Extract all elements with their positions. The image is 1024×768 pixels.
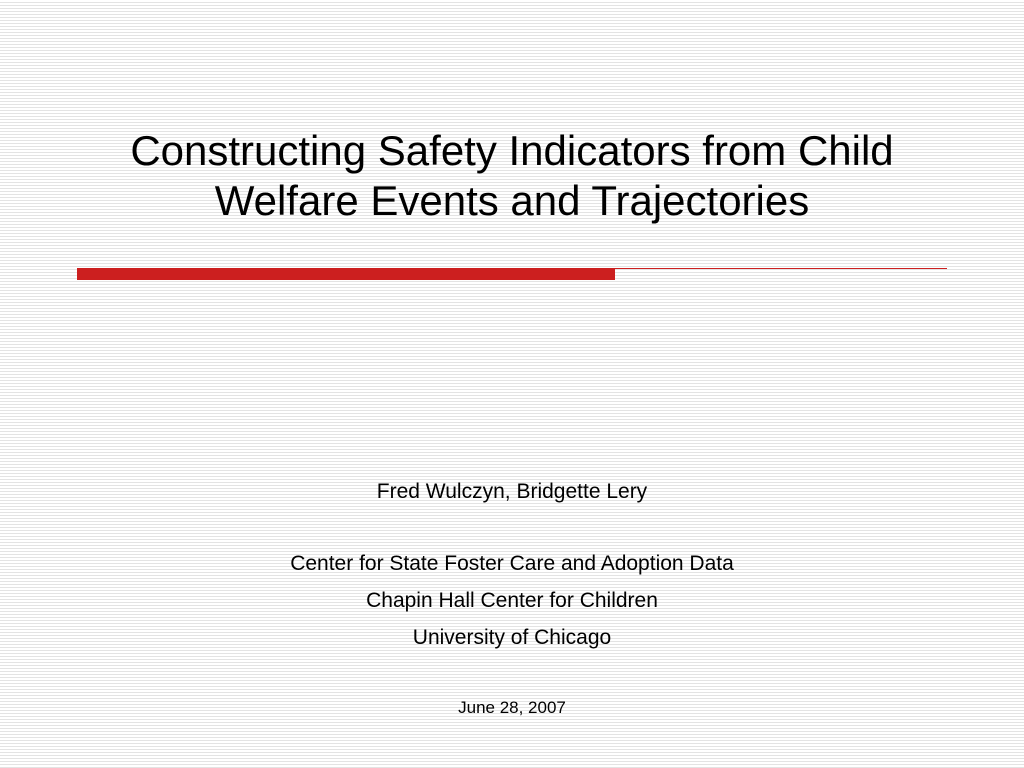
presentation-date: June 28, 2007 [458,698,566,717]
slide-title [80,126,944,226]
affiliation-line-3: University of Chicago [412,626,612,649]
authors-text: Fred Wulczyn, Bridgette Lery [376,480,648,503]
affiliation-line-1: Center for State Foster Care and Adoption Data [290,552,734,575]
accent-rule-thin [615,268,947,269]
accent-rule-thick [77,268,615,280]
slide-title-line-1: Constructing Safety Indicators from Child [130,127,894,174]
affiliation-line-2: Chapin Hall Center for Children [366,589,658,612]
slide-title-line-2: Welfare Events and Trajectories [214,177,810,224]
